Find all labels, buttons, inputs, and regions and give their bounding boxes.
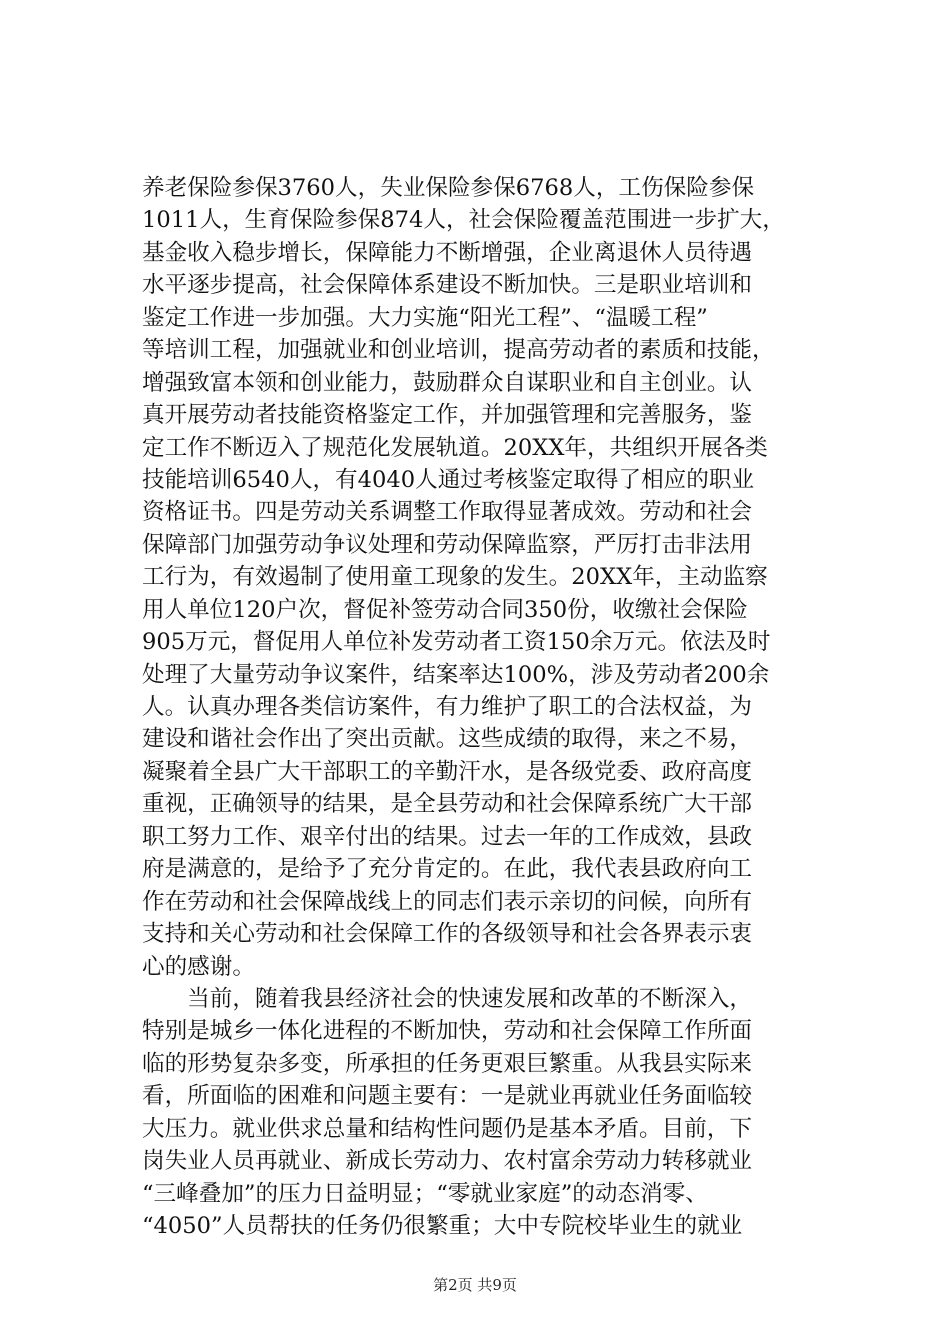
text-line: 鉴定工作进一步加强。大力实施“阳光工程”、“温暖工程” <box>142 304 708 331</box>
text-line: 心的感谢。 <box>142 953 255 980</box>
text-line: 职工努力工作、艰辛付出的结果。过去一年的工作成效，县政 <box>142 823 753 850</box>
text-line: 1011人，生育保险参保874人，社会保险覆盖范围进一步扩大， <box>142 207 785 234</box>
text-line: 支持和关心劳动和社会保障工作的各级领导和社会各界表示衷 <box>142 921 753 948</box>
text-line: 工行为，有效遏制了使用童工现象的发生。20XX年，主动监察 <box>142 564 768 591</box>
text-line: 基金收入稳步增长，保障能力不断增强，企业离退休人员待遇 <box>142 239 753 266</box>
text-line: 增强致富本领和创业能力，鼓励群众自谋职业和自主创业。认 <box>142 369 753 396</box>
text-line: 人。认真办理各类信访案件，有力维护了职工的合法权益，为 <box>142 694 753 720</box>
text-line: 保障部门加强劳动争议处理和劳动保障监察，严厉打击非法用 <box>142 531 753 558</box>
text-line: 岗失业人员再就业、新成长劳动力、农村富余劳动力转移就业 <box>142 1148 753 1175</box>
text-line: 作在劳动和社会保障战线上的同志们表示亲切的问候，向所有 <box>142 888 753 915</box>
text-line: 养老保险参保3760人，失业保险参保6768人，工伤保险参保 <box>142 175 755 201</box>
page-footer: 第2页 共9页 <box>433 1276 517 1294</box>
body-text <box>142 172 838 1242</box>
text-line: 处理了大量劳动争议案件，结案率达100%，涉及劳动者200余 <box>142 661 770 688</box>
text-line: 建设和谐社会作出了突出贡献。这些成绩的取得，来之不易， <box>142 726 753 753</box>
text-line: 水平逐步提高，社会保障体系建设不断加快。三是职业培训和 <box>142 272 753 299</box>
text-line: 等培训工程，加强就业和创业培训，提高劳动者的素质和技能， <box>142 337 775 364</box>
text-line: 定工作不断迈入了规范化发展轨道。20XX年，共组织开展各类 <box>142 434 768 461</box>
text-line: 看，所面临的困难和问题主要有：一是就业再就业任务面临较 <box>142 1083 753 1110</box>
text-line: 905万元，督促用人单位补发劳动者工资150余万元。依法及时 <box>142 629 771 656</box>
text-line: 重视，正确领导的结果，是全县劳动和社会保障系统广大干部 <box>142 791 753 818</box>
text-line: 当前，随着我县经济社会的快速发展和改革的不断深入， <box>142 985 753 1012</box>
text-line: 资格证书。四是劳动关系调整工作取得显著成效。劳动和社会 <box>142 499 753 526</box>
text-line: 府是满意的，是给予了充分肯定的。在此，我代表县政府向工 <box>142 856 753 883</box>
text-line: “三峰叠加”的压力日益明显；“零就业家庭”的动态消零、 <box>142 1180 708 1207</box>
text-line: 凝聚着全县广大干部职工的辛勤汗水，是各级党委、政府高度 <box>142 758 753 785</box>
text-line: 临的形势复杂多变，所承担的任务更艰巨繁重。从我县实际来 <box>142 1050 753 1077</box>
text-line: 特别是城乡一体化进程的不断加快，劳动和社会保障工作所面 <box>142 1018 753 1045</box>
text-line: 真开展劳动者技能资格鉴定工作，并加强管理和完善服务，鉴 <box>142 402 753 429</box>
text-line: 用人单位120户次，督促补签劳动合同350份，收缴社会保险 <box>142 596 748 623</box>
text-line: 技能培训6540人，有4040人通过考核鉴定取得了相应的职业 <box>142 466 755 493</box>
text-line: “4050”人员帮扶的任务仍很繁重；大中专院校毕业生的就业 <box>142 1213 743 1239</box>
text-line: 大压力。就业供求总量和结构性问题仍是基本矛盾。目前，下 <box>142 1115 753 1142</box>
